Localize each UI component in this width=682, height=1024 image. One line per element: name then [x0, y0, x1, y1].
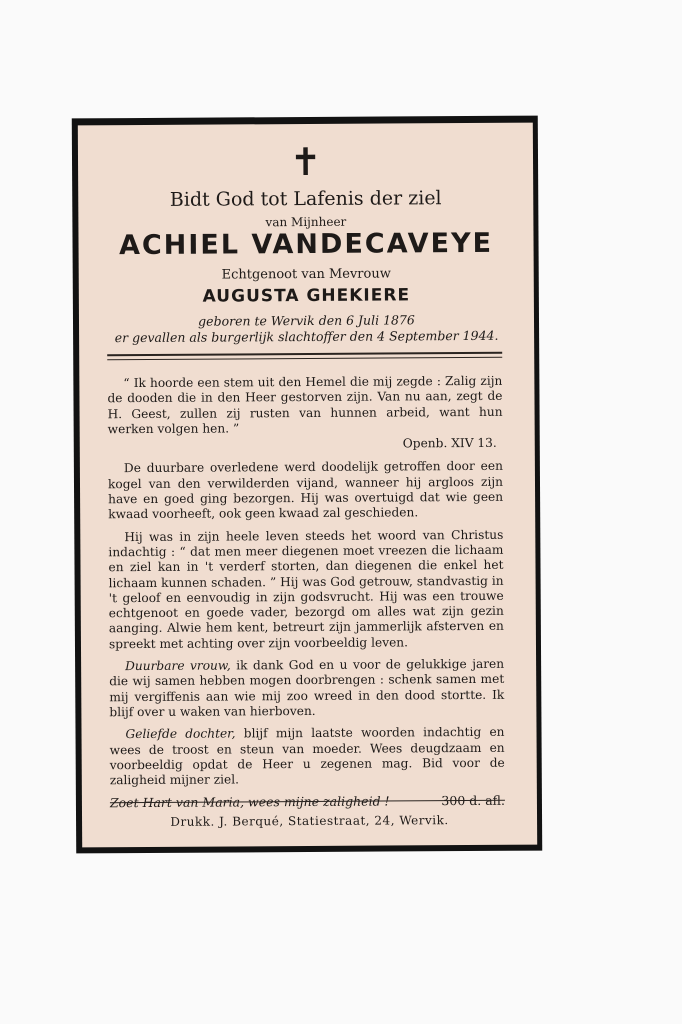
paragraph-life: Hij was in zijn heele leven steeds het woord van Christus indachtig : “ dat men meer diegenen moet vreezen die lichaam en ziel kan in 't verderf storten, dan diegenen die enkel het lichaam kunnen schaden. ” Hij was God getrouw, standvastig in 't geloof en eenvoudig in zijn godsvrucht. Hij was een trouwe echtgenoot en goede vader, bezorgd om alles wat zijn gezin aanging. Alwie hem kent, betreurt zijn jammerlijk afsterven en spreekt met achting over zijn voorbeeldig leven.: [108, 527, 504, 651]
printer-line: Drukk. J. Berqué, Statiestraat, 24, Wervik.: [170, 813, 449, 829]
quote-reference: Openb. XIV 13.: [402, 436, 497, 451]
card-paper: [78, 123, 537, 848]
spouse-intro: Echtgenoot van Mevrouw: [221, 266, 391, 283]
prayer-heading: Bidt God tot Lafenis der ziel: [169, 187, 442, 211]
of-sir-text: van Mijnheer: [265, 214, 347, 230]
deceased-name: ACHIEL VANDECAVEYE: [118, 227, 494, 262]
wife-text: ik dank God en u voor de gelukkige jaren die wij samen hebben mogen doorbrengen : schenk samen met mij vergiffenis aan wie mij zoo wreed in den dood stortte. Ik blijf over u waken van hierboven.: [109, 656, 505, 720]
memorial-card: [72, 116, 542, 854]
death-line: er gevallen als burgerlijk slachtoffer den 4 September 1944.: [114, 327, 499, 346]
daughter-text: blijf mijn laatste woorden indachtig en wees de troost en steun van moeder. Wees deugdzaam en voorbeeldig opdat de Heer u zegenen mag. Bid voor de zaligheid mijner ziel.: [109, 725, 505, 788]
cross-icon: ✝: [289, 139, 322, 185]
paragraph-wife: [109, 657, 504, 721]
spouse-name: AUGUSTA GHEKIERE: [202, 285, 411, 307]
paragraph-death: De duurbare overledene werd doodelijk getroffen door een kogel van den verwilderden vijand, wanneer hij argloos zijn have en goed ging bezorgen. Hij was overtuigd dat wie geen kwaad voorheeft, ook geen kwaad zal geschieden.: [107, 459, 504, 522]
paragraph-daughter: [109, 725, 504, 789]
divider-top-thin: [107, 357, 502, 360]
daughter-address: Geliefde dochter,: [125, 726, 236, 742]
invocation: Zoet Hart van Maria, wees mijne zaligheid !: [109, 793, 390, 811]
indulgence: 300 d. afl.: [441, 793, 505, 809]
body-text: [107, 374, 505, 811]
bible-quote: “ Ik hoorde een stem uit den Hemel die mij zegde : Zalig zijn de dooden die in den Heer gestorven zijn. Van nu aan, zegt de H. Geest, zullen zij rusten van hunnen arbeid, want hun werken volgen hen. ”: [107, 373, 503, 437]
divider-top: [107, 352, 502, 356]
birth-line: geboren te Wervik den 6 Juli 1876: [198, 312, 415, 329]
wife-address: Duurbare vrouw,: [125, 658, 231, 674]
